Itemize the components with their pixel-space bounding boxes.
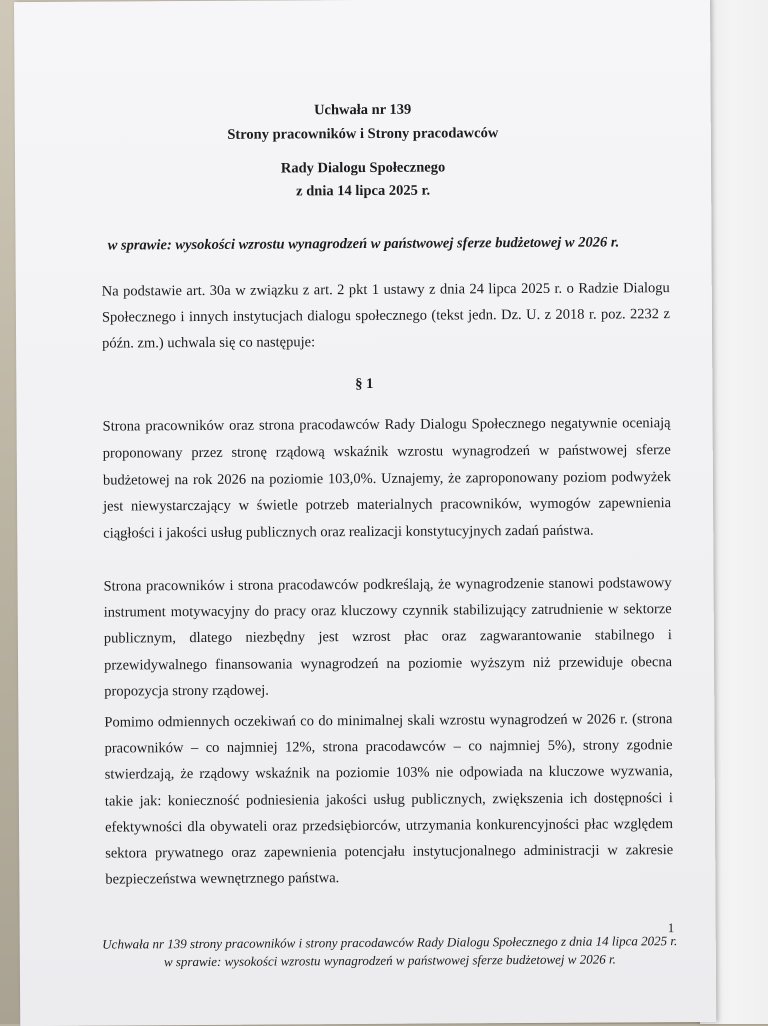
council-name: Rady Dialogu Społecznego: [280, 159, 446, 177]
resolution-title: Uchwała nr 139: [314, 101, 412, 119]
page-footer: Uchwała nr 139 strony pracowników i strony pracodawców Rady Dialogu Społecznego z dnia 14 lipca 2025 r. w sprawie: wysokości wzrostu wynagrodzeń w państwowej sferze budżetowej w 2026 r.: [102, 933, 678, 970]
preamble-paragraph: Na podstawie art. 30a w związku z art. 2 pkt 1 ustawy z dnia 24 lipca 2025 r. o Radzie Dialogu Społecznego i innych instytucjach dialogu społecznego (tekst jedn. Dz. U. z 2018 r. poz. 2232 z późn. zm.) uchwala się co następuje:: [101, 280, 670, 352]
section-mark: § 1: [355, 375, 374, 393]
document-page: [14, 0, 716, 1026]
resolution-subject: w sprawie: wysokości wzrostu wynagrodzeń w państwowej sferze budżetowej w 2026 r.: [107, 234, 620, 254]
page-number: 1: [667, 920, 675, 936]
resolution-date: z dnia 14 lipca 2025 r.: [296, 182, 431, 200]
body-paragraph-3: Pomimo odmiennych oczekiwań co do minimalnej skali wzrostu wynagrodzeń w 2026 r. (strona pracowników – co najmniej 12%, strona pracodawców – co najmniej 5%), strony zgodnie stwierdzają, że rządowy wskaźnik na poziomie 103% nie odpowiada na kluczowe wyzwania, takie jak: konieczność podniesienia jakości usług publicznych, zwiększenia ich dostępności i efektywności dla obywateli oraz przedsiębiorców, utrzymania konkurencyjności płac względem sektora prywatnego oraz zapewnienia potencjału instytucjonalnego administracji w zakresie bezpieczeństwa wewnętrznego państwa.: [104, 711, 674, 888]
resolution-parties: Strony pracowników i Strony pracodawców: [227, 125, 499, 143]
body-paragraph-2: Strona pracowników i strona pracodawców podkreślają, że wynagrodzenie stanowi podstawowy instrument motywacyjny do pracy oraz kluczowy czynnik stabilizujący zatrudnienie w sektorze publicznym, dlatego niezbędny jest wzrost płac oraz zagwarantowanie stabilnego i przewidywalnego finansowania wynagrodzeń na poziomie wyższym niż przewiduje obecna propozycja strony rządowej.: [103, 575, 673, 700]
body-paragraph-1: Strona pracowników oraz strona pracodawców Rady Dialogu Społecznego negatywnie oceniają proponowany przez stronę rządową wskaźnik wzrostu wynagrodzeń w państwowej sferze budżetowej na rok 2026 na poziomie 103,0%. Uznajemy, że zaproponowany poziom podwyżek jest niewystarczający w świetle potrzeb materialnych pracowników, wymogów zapewnienia ciągłości i jakości usług publicznych oraz realizacji konstytucyjnych zadań państwa.: [102, 415, 672, 542]
